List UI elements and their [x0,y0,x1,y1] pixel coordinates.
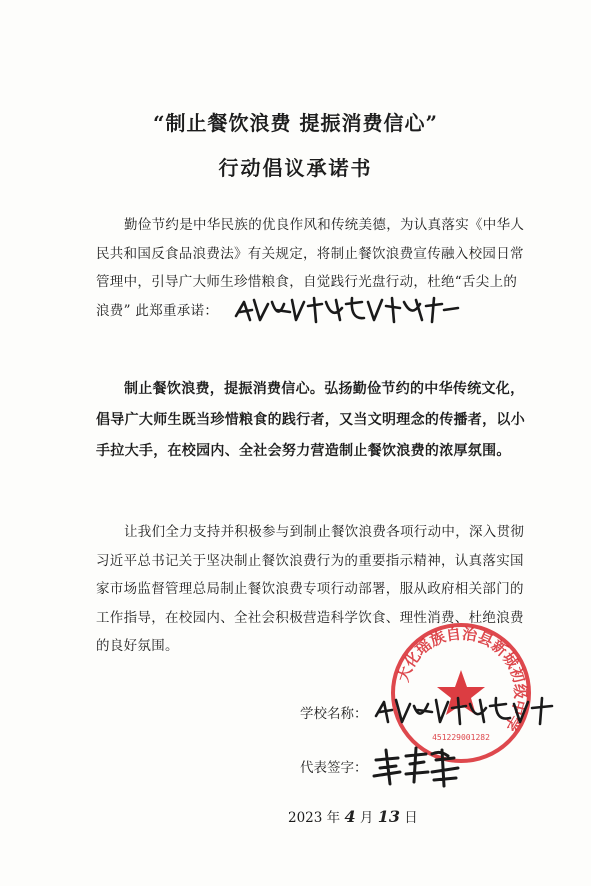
svg-text:451229001282: 451229001282 [432,733,490,742]
school-name-label: 学校名称： [300,706,368,722]
commitment-paragraph: 制止餐饮浪费，提振消费信心。弘扬勤俭节约的中华传统文化，倡导广大师生既当珍惜粮食的践行者，又当文明理念的传播者，以小手拉大手，在校园内、全社会努力营造制止餐饮浪费的浓厚氛围。 [96,381,525,459]
action-paragraph: 让我们全力支持并积极参与到制止餐饮浪费各项行动中，深入贯彻习近平总书记关于坚决制止餐饮浪费行为的重要指示精神，认真落实国家市场监督管理总局制止餐饮浪费专项行动部署，服从政府相关部门的工作指导，在校园内、全社会积极营造科学饮食、理性消费、杜绝浪费的良好氛围。 [96,524,525,654]
document-subtitle: 行动倡议承诺书 [218,156,373,180]
representative-signature [370,742,462,790]
date-year: 2023 年 [288,810,341,826]
date-day-handwritten: 13 [377,807,400,826]
representative-signature-label: 代表签字： [300,760,368,776]
document-title: “制止餐饮浪费 提振消费信心” [153,111,438,135]
intro-paragraph: 勤俭节约是中华民族的优良作风和传统美德，为认真落实《中华人民共和国反食品浪费法》有关规定，将制止餐饮浪费宣传融入校园日常管理中，引导广大师生珍惜粮食，自觉践行光盘行动，杜绝“舌尖上的浪费” 此郑重承诺： [96,217,525,319]
date-month-handwritten: 4 [344,807,356,826]
signing-date [288,806,418,826]
handwritten-school-name [372,692,557,730]
date-day-unit: 日 [404,810,418,826]
seal-ring-text: 大化瑶族自治县新城初级中学 [394,624,530,734]
handwritten-school-name-inline [232,290,464,330]
date-month-unit: 月 [359,810,374,826]
